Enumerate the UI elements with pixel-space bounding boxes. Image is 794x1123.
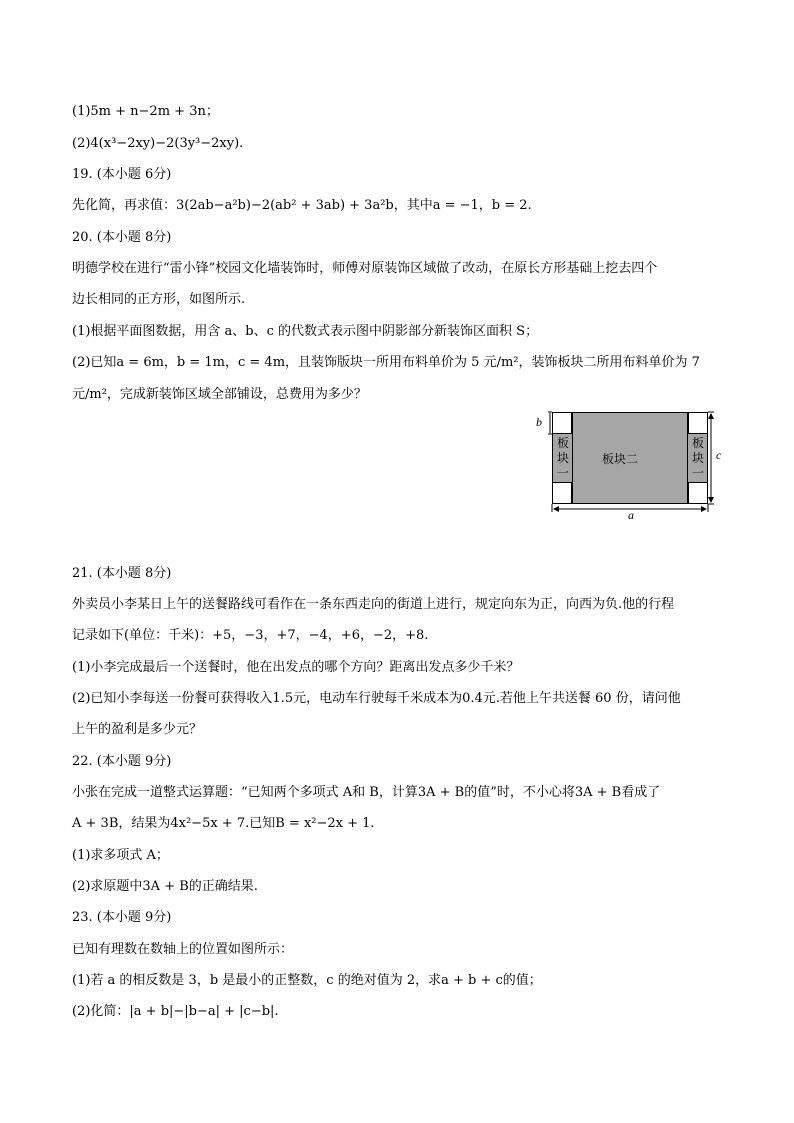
panel-two-label: 板块二 [602,452,639,466]
decoration-area-figure [528,408,728,520]
problem-21-text-line-1: 外卖员小李某日上午的送餐路线可看作在一条东西走向的街道上进行，规定向东为正，向西为负.他的行程 [72,597,675,612]
problem-21-part-2-line-1: (2)已知小李每送一份餐可获得收入1.5元，电动车行驶每千米成本为0.4元.若他上午共送餐 60 份，请问他 [72,691,681,706]
problem-22-text-line-1: 小张在完成一道整式运算题：“已知两个多项式 A和 B，计算3A + B的值”时，不小心将3A + B看成了 [72,785,661,800]
cut-square-bottom-right [688,482,708,504]
problem-20-text-line-2: 边长相同的正方形，如图所示. [72,292,246,307]
problem-22-heading: 22. (本小题 9分) [72,754,172,769]
dimension-b-label: b [536,415,542,429]
problem-18-part-1: (1)5m + n−2m + 3n； [72,104,219,119]
problem-20-text-line-1: 明德学校在进行“雷小锋”校园文化墙装饰时，师傅对原装饰区域做了改动，在原长方形基础上挖去四个 [72,261,658,276]
problem-23-part-1: (1)若 a 的相反数是 3，b 是最小的正整数，c 的绝对值为 2，求a + b + c的值； [72,973,542,988]
problem-19-text: 先化简，再求值：3(2ab−a²b)−2(ab² + 3ab) + 3a²b，其中a = −1，b = 2. [72,198,532,213]
cut-square-top-left [552,412,572,434]
problem-23-part-2: (2)化简：|a + b|−|b−a| + |c−b|. [72,1004,279,1019]
panel-one-right-label: 板块一 [691,436,704,480]
cut-square-bottom-left [552,482,572,504]
problem-21-part-1: (1)小李完成最后一个送餐时，他在出发点的哪个方向？距离出发点多少千米？ [72,660,520,675]
problem-22-part-1: (1)求多项式 A； [72,848,169,863]
problem-20-part-1: (1)根据平面图数据，用含 a、b、c 的代数式表示图中阴影部分新装饰区面积 S； [72,324,539,339]
problem-20-part-2-line-2: 元/m²，完成新装饰区域全部铺设，总费用为多少？ [72,387,367,402]
panel-one-left-label: 板块一 [556,436,569,480]
problem-21-text-line-2: 记录如下(单位：千米)：+5，−3，+7，−4，+6，−2，+8. [72,628,429,643]
problem-18-part-2: (2)4(x³−2xy)−2(3y³−2xy). [72,136,244,151]
problem-23-heading: 23. (本小题 9分) [72,910,172,925]
problem-22-part-2: (2)求原题中3A + B的正确结果. [72,879,258,894]
problem-20-part-2-line-1: (2)已知a = 6m，b = 1m，c = 4m，且装饰版块一所用布料单价为 5 元/m²，装饰板块二所用布料单价为 7 [72,355,700,370]
cut-square-top-right [688,412,708,434]
problem-21-heading: 21. (本小题 8分) [72,566,172,581]
dimension-c-label: c [716,448,722,462]
problem-23-text: 已知有理数在数轴上的位置如图所示： [72,942,294,957]
dimension-a-label: a [628,508,634,522]
problem-19-heading: 19. (本小题 6分) [72,167,172,182]
problem-22-text-line-2: A + 3B，结果为4x²−5x + 7.已知B = x²−2x + 1. [72,816,375,831]
problem-20-heading: 20. (本小题 8分) [72,230,172,245]
problem-21-part-2-line-2: 上午的盈利是多少元？ [72,722,203,737]
